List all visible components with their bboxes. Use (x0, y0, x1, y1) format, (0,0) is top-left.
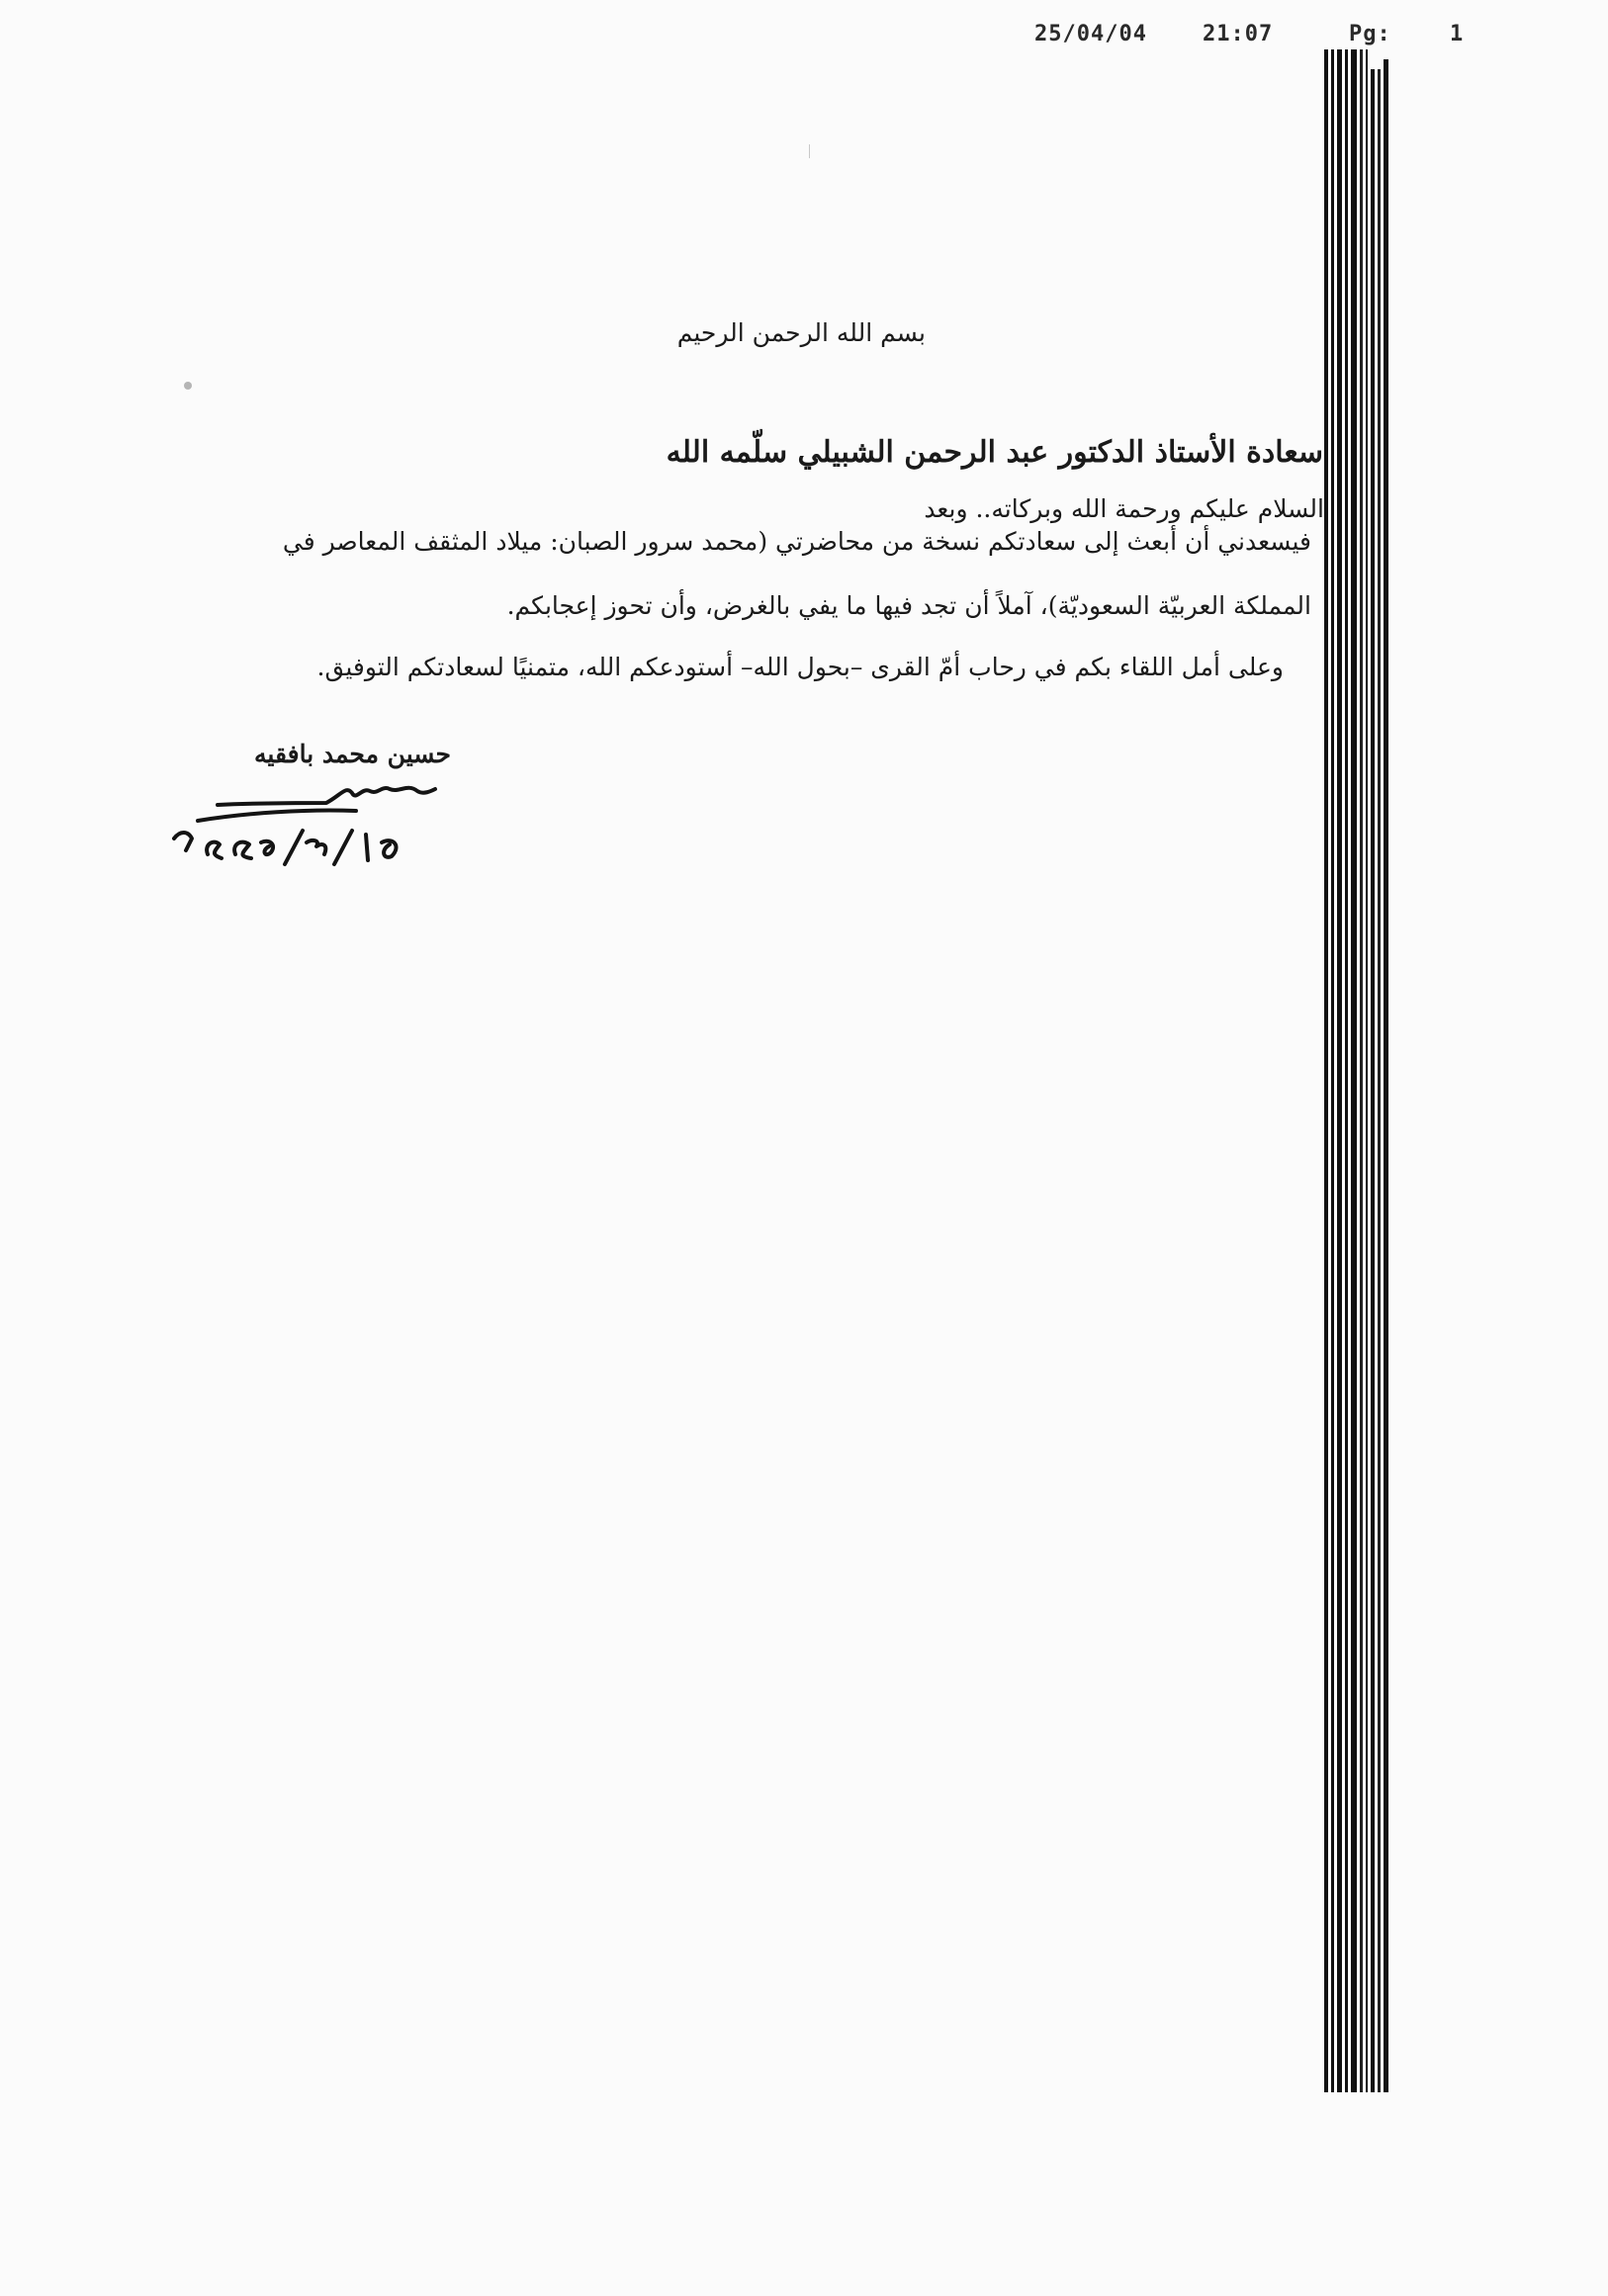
scan-speck (184, 382, 192, 390)
greeting-line: السلام عليكم ورحمة الله وبركاته.. وبعد (924, 494, 1324, 523)
fax-transmission-header (1034, 22, 1549, 61)
signer-name: حسين محمد بافقيه (254, 740, 451, 768)
body-paragraph-2: وعلى أمل اللقاء بكم في رحاب أمّ القرى –بحول الله– أستودعكم الله، متمنيًا لسعادتكم التوفيق. (316, 653, 1284, 681)
body-paragraph-1-line-1: فيسعدني أن أبعث إلى سعادتكم نسخة من محاضرتي (محمد سرور الصبان: ميلاد المثقف المعاصر في (282, 527, 1311, 556)
basmala: بسم الله الرحمن الرحيم (676, 318, 926, 347)
salutation-line: سعادة الأستاذ الدكتور عبد الرحمن الشبيلي سلّمه الله (666, 435, 1323, 470)
fax-time: 21:07 (1203, 22, 1274, 46)
fax-page-number: 1 (1450, 22, 1465, 46)
scan-artifact-mark (809, 144, 810, 158)
handwritten-signature-and-date (158, 781, 455, 890)
fax-edge-stripes (1320, 49, 1439, 2092)
fax-page-label: Pg: (1349, 22, 1391, 46)
body-paragraph-1-line-2: المملكة العربيّة السعوديّة)، آملاً أن تجد فيها ما يفي بالغرض، وأن تحوز إعجابكم. (506, 591, 1311, 620)
fax-date: 25/04/04 (1034, 22, 1147, 46)
